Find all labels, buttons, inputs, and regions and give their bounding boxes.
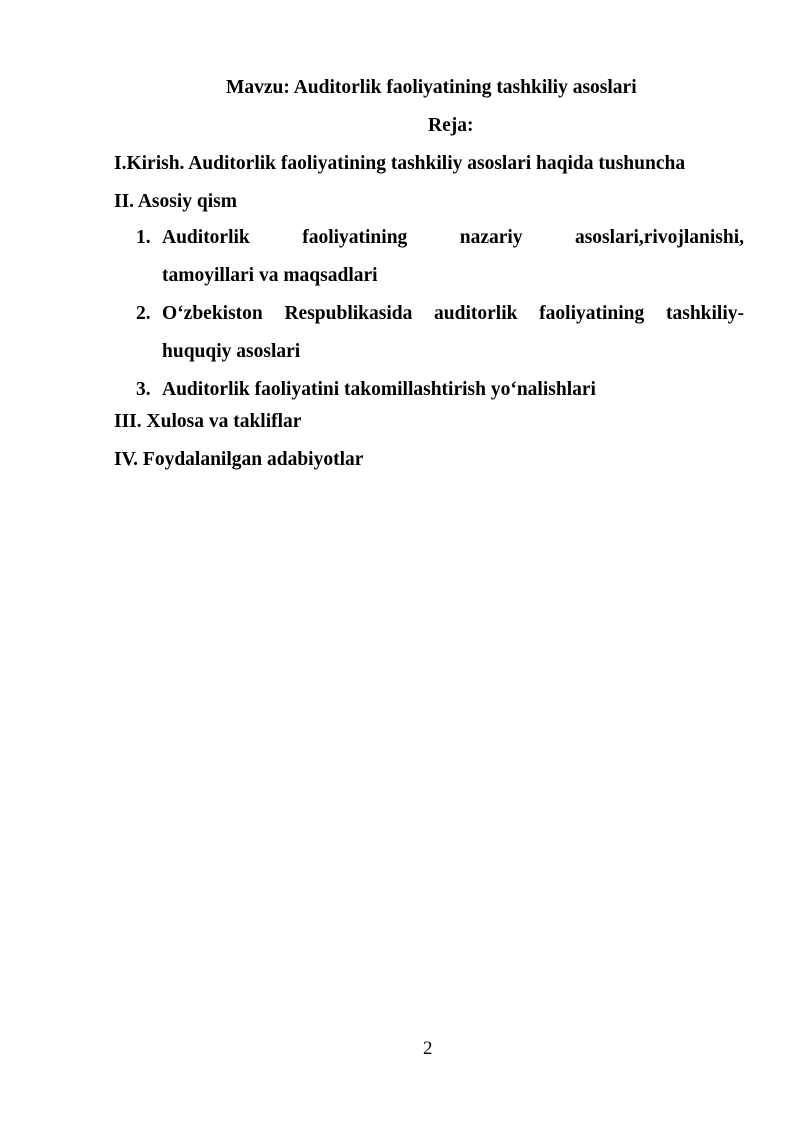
main-item-1-line2: tamoyillari va maqsadlari [162, 265, 378, 286]
main-item-3 [114, 371, 744, 409]
main-item-2-line2: huquqiy asoslari [162, 341, 301, 362]
plan-heading: Reja: [428, 115, 474, 136]
main-item-1-text [162, 219, 744, 295]
section-references: IV. Foydalanilgan adabiyotlar [114, 449, 364, 470]
main-item-1 [114, 219, 744, 295]
main-item-3-number: 3. [136, 379, 151, 400]
main-item-1-number: 1. [136, 227, 151, 248]
main-item-1-line1: Auditorlik faoliyatining nazariy asoslari,rivojlanishi, [162, 227, 744, 248]
main-item-3-line1: Auditorlik faoliyatini takomillashtirish yo‘nalishlari [162, 379, 596, 400]
main-item-3-text [162, 371, 744, 409]
page-number: 2 [423, 1038, 433, 1059]
section-conclusion: III. Xulosa va takliflar [114, 411, 302, 432]
section-main: II. Asosiy qism [114, 191, 237, 212]
main-item-2 [114, 295, 744, 371]
document-title: Mavzu: Auditorlik faoliyatining tashkiliy asoslari [226, 77, 637, 98]
main-item-2-text [162, 295, 744, 371]
section-intro: I.Kirish. Auditorlik faoliyatining tashkiliy asoslari haqida tushuncha [114, 153, 686, 174]
main-item-2-line1: O‘zbekiston Respublikasida auditorlik faoliyatining tashkiliy- [162, 303, 744, 324]
main-item-2-number: 2. [136, 303, 151, 324]
